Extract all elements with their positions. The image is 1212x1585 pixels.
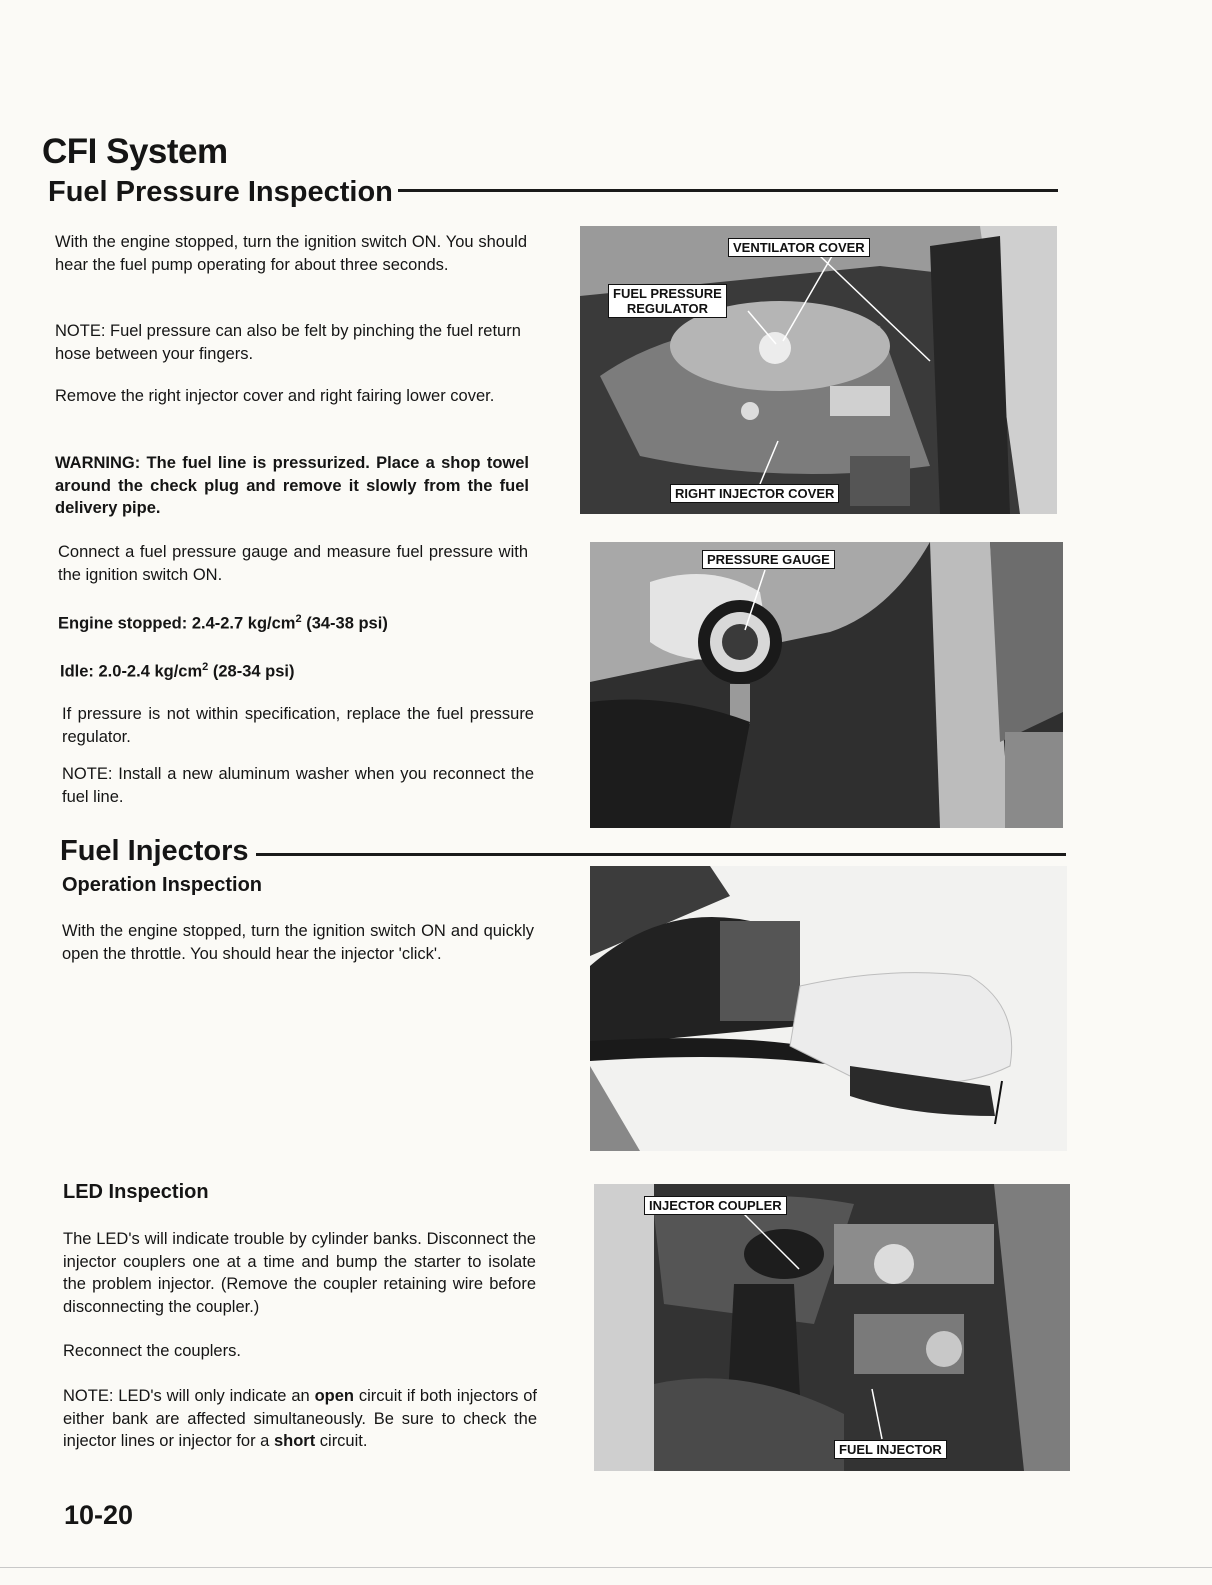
section-rule (398, 189, 1058, 192)
note-led-open-circuit (63, 1385, 537, 1453)
photo-pressure-gauge (590, 542, 1063, 828)
label-fuel-pressure-regulator (608, 284, 727, 318)
page-number: 10-20 (64, 1500, 134, 1530)
photo-throttle-operation (590, 866, 1067, 1151)
note-fuel-pressure-felt: NOTE: Fuel pressure can also be felt by pinching the fuel return hose between your fingers. (55, 322, 521, 363)
spec-idle (60, 656, 530, 683)
spec-idle-sup: 2 (202, 661, 209, 673)
spec-idle-psi: (28-34 psi) (208, 662, 295, 681)
note-short-emphasis: short (273, 1432, 316, 1450)
paragraph-connect-gauge: Connect a fuel pressure gauge and measure fuel pressure with the ignition switch ON. (58, 543, 528, 584)
paragraph-reconnect-couplers: Reconnect the couplers. (63, 1342, 241, 1360)
label-regulator-line1: FUEL PRESSURE (613, 286, 722, 301)
spec-stopped-text: Engine stopped: 2.4-2.7 kg/cm (58, 614, 296, 633)
warning-pressurized: WARNING: The fuel line is pressurized. Place a shop towel around the check plug and remove it slowly from the fuel delivery pipe. (55, 454, 529, 517)
photo-illustration (590, 866, 1067, 1151)
note-text-1: NOTE: LED's will only indicate an (63, 1387, 315, 1405)
label-fuel-injector: FUEL INJECTOR (834, 1440, 947, 1459)
photo-fuel-pressure-regulator (580, 226, 1057, 514)
paragraph-replace-regulator: If pressure is not within specification, replace the fuel pressure regulator. (62, 705, 534, 746)
photo-injector-coupler (594, 1184, 1070, 1471)
note-text-2: circuit if both injectors of either bank are affected simultaneously. Be sure to check the injector lines or injector for a (63, 1387, 537, 1450)
note-text-3: circuit. (315, 1432, 368, 1450)
photo-illustration (594, 1184, 1070, 1471)
photo-illustration (590, 542, 1063, 828)
section-heading-fuel-pressure: Fuel Pressure Inspection (48, 176, 393, 208)
page-title: CFI System (42, 132, 228, 171)
subheading-operation-inspection: Operation Inspection (62, 874, 263, 896)
label-regulator-line2: REGULATOR (626, 301, 708, 316)
spec-stopped-psi: (34-38 psi) (301, 614, 388, 633)
section-rule (256, 853, 1066, 856)
section-heading-fuel-injectors: Fuel Injectors (60, 835, 249, 867)
label-ventilator-cover: VENTILATOR COVER (728, 238, 870, 257)
label-right-injector-cover: RIGHT INJECTOR COVER (670, 484, 839, 503)
paragraph-ignition: With the engine stopped, turn the ignition switch ON. You should hear the fuel pump operating for about three seconds. (55, 233, 527, 274)
label-pressure-gauge: PRESSURE GAUGE (702, 550, 835, 569)
note-open-emphasis: open (314, 1387, 354, 1405)
spec-stopped-sup: 2 (295, 613, 302, 625)
note-aluminum-washer: NOTE: Install a new aluminum washer when you reconnect the fuel line. (62, 765, 534, 806)
photo-illustration (580, 226, 1057, 514)
label-injector-coupler: INJECTOR COUPLER (644, 1196, 787, 1215)
paragraph-operation-inspection: With the engine stopped, turn the ignition switch ON and quickly open the throttle. You should hear the injector 'click'. (62, 922, 534, 963)
subheading-led-inspection: LED Inspection (63, 1181, 209, 1203)
page-edge-rule (0, 1567, 1212, 1568)
paragraph-led-inspection: The LED's will indicate trouble by cylinder banks. Disconnect the injector couplers one at a time and bump the starter to isolate the problem injector. (Remove the coupler retaining wire before disconnecting the coupler.) (63, 1230, 536, 1316)
spec-engine-stopped (58, 608, 528, 635)
spec-idle-text: Idle: 2.0-2.4 kg/cm (60, 662, 203, 681)
paragraph-remove-cover: Remove the right injector cover and right fairing lower cover. (55, 387, 495, 405)
